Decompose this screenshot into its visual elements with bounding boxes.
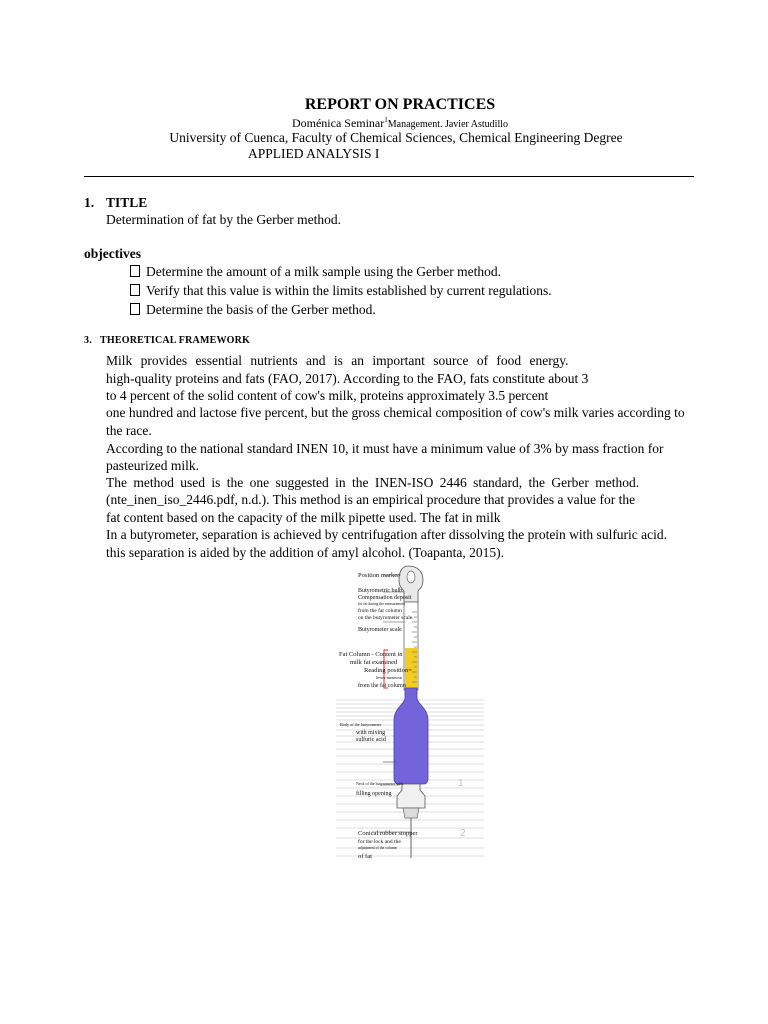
authors-line bbox=[0, 116, 768, 131]
checkbox-glyph-icon bbox=[130, 284, 140, 296]
section-3-title: THEORETICAL FRAMEWORK bbox=[100, 335, 251, 346]
objective-item bbox=[130, 283, 552, 299]
objective-text: Verify that this value is within the limits established by current regulations. bbox=[146, 283, 552, 298]
section-1-title: TITLE bbox=[106, 195, 148, 210]
position-marker-icon bbox=[407, 571, 415, 583]
authors-tail: Management. Javier Astudillo bbox=[387, 119, 509, 130]
label-fat-column: milk fat examined bbox=[350, 659, 398, 666]
course-line: APPLIED ANALYSIS I bbox=[248, 146, 380, 161]
label-stopper: adjustment of the column bbox=[358, 846, 397, 850]
label-scale: Butyrometer scale bbox=[358, 627, 402, 633]
paragraph-line: to 4 percent of the solid content of cow's milk, proteins approximately 3.5 percent bbox=[106, 388, 549, 403]
section-1-number: 1. bbox=[84, 195, 95, 210]
authors-name: Doménica Seminar bbox=[291, 116, 385, 130]
objective-text: Determine the basis of the Gerber method. bbox=[146, 302, 376, 317]
label-fat-column: Reading position= bbox=[364, 667, 412, 674]
label-neck: Neck of the butyrometer with bbox=[356, 781, 404, 786]
green-digits bbox=[458, 778, 466, 839]
label-neck: filling opening bbox=[356, 791, 392, 797]
label-fat-column: Fat Column - Content in bbox=[339, 651, 403, 658]
label-bulb: Compensation deposit bbox=[358, 595, 412, 601]
objective-text: Determine the amount of a milk sample using the Gerber method. bbox=[146, 264, 502, 279]
butyrometer-body bbox=[394, 688, 428, 784]
svg-text:2: 2 bbox=[460, 828, 466, 839]
paragraph-line: high-quality proteins and fats (FAO, 2017). According to the FAO, fats constitute about 3 bbox=[106, 371, 589, 386]
objectives-heading: objectives bbox=[84, 246, 141, 261]
label-bulb: on the butyrometer scale. bbox=[358, 615, 414, 621]
label-bulb: Butyrometric bulb. bbox=[358, 588, 404, 594]
header-divider bbox=[84, 176, 694, 177]
label-body: Body of the butyrometer bbox=[340, 722, 382, 727]
label-fat-column: from the fat column bbox=[358, 683, 406, 689]
paragraph-line: Milk provides essential nutrients and is an important source of food energy. bbox=[106, 353, 569, 368]
label-body: sulfuric acid bbox=[356, 737, 386, 743]
section-3-number: 3. bbox=[84, 335, 92, 346]
objective-item bbox=[130, 302, 376, 318]
checkbox-glyph-icon bbox=[130, 265, 140, 277]
neck-icon bbox=[397, 784, 425, 808]
stopper-icon bbox=[403, 808, 419, 818]
authors-superscript: 1 bbox=[384, 116, 388, 124]
svg-text:1: 1 bbox=[458, 778, 464, 789]
butyrometer-figure bbox=[336, 562, 484, 862]
objective-item bbox=[130, 264, 501, 280]
paragraph-line: According to the national standard INEN 10, it must have a minimum value of 3% by mass fraction for bbox=[106, 441, 664, 456]
butyrometer-diagram bbox=[336, 562, 484, 862]
paragraph-line: In a butyrometer, separation is achieved by centrifugation after dissolving the protein with sulfuric acid. bbox=[106, 527, 668, 542]
label-fat-column: lower meniscus bbox=[376, 675, 403, 680]
report-title: REPORT ON PRACTICES bbox=[304, 96, 496, 113]
label-stopper: for the lock and the bbox=[358, 839, 401, 845]
paragraph-line: The method used is the one suggested in the INEN-ISO 2446 standard, the Gerber method. bbox=[106, 475, 640, 490]
paragraph-line: one hundred and lactose five percent, but the gross chemical composition of cow's milk varies according to bbox=[106, 405, 685, 420]
label-bulb: for fat during the measurement bbox=[358, 602, 406, 606]
section-1-text: Determination of fat by the Gerber method. bbox=[106, 212, 342, 227]
university-line: University of Cuenca, Faculty of Chemical Sciences, Chemical Engineering Degree bbox=[169, 130, 623, 145]
section-3-heading bbox=[84, 335, 250, 346]
label-stopper: Conical rubber stopper bbox=[358, 830, 418, 837]
label-position-marker: Position marker bbox=[358, 572, 400, 579]
section-1-heading bbox=[84, 195, 147, 211]
label-bulb: from the fat column bbox=[358, 608, 402, 614]
paragraph-line: fat content based on the capacity of the milk pipette used. The fat in milk bbox=[106, 510, 501, 525]
label-body: with mixing bbox=[356, 730, 386, 736]
paragraph-line: the race. bbox=[106, 423, 152, 438]
paragraph-line: this separation is aided by the addition of amyl alcohol. (Toapanta, 2015). bbox=[106, 545, 504, 560]
checkbox-glyph-icon bbox=[130, 303, 140, 315]
paragraph-line: (nte_inen_iso_2446.pdf, n.d.). This method is an empirical procedure that provides a value for the bbox=[106, 492, 636, 507]
paragraph-line: pasteurized milk. bbox=[106, 458, 199, 473]
label-stopper: of fat bbox=[358, 853, 372, 860]
